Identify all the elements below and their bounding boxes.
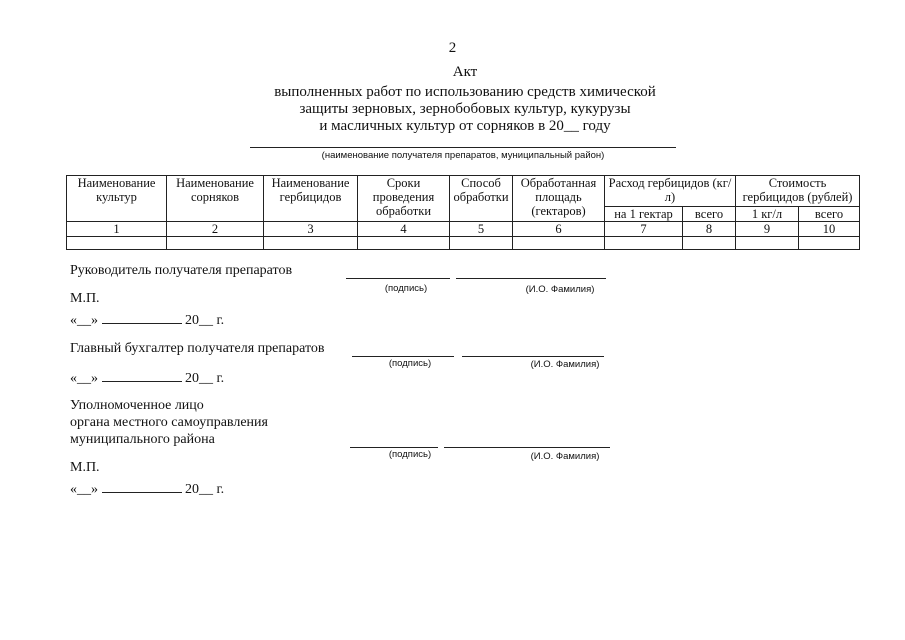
subheader-per-kg: 1 кг/л xyxy=(736,207,799,222)
official-name-line xyxy=(444,447,610,448)
column-number: 5 xyxy=(450,222,513,237)
document-subtitle-line-1: выполненных работ по использованию средств химической xyxy=(274,84,656,100)
column-number: 2 xyxy=(167,222,264,237)
head-signature-line xyxy=(346,278,450,279)
date-day: «__» xyxy=(70,313,98,328)
header-consumption: Расход гербицидов (кг/л) xyxy=(605,176,736,207)
column-number: 9 xyxy=(736,222,799,237)
date-day: «__» xyxy=(70,482,98,497)
date-line xyxy=(70,311,224,329)
column-number: 6 xyxy=(513,222,605,237)
accountant-signature-label: Главный бухгалтер получателя препаратов xyxy=(70,341,325,356)
date-month-line xyxy=(102,369,182,382)
recipient-caption: (наименование получателя препаратов, муниципальный район) xyxy=(321,150,605,161)
column-number: 7 xyxy=(605,222,683,237)
accountant-name-caption: (И.О. Фамилия) xyxy=(530,359,600,370)
column-numbers-row xyxy=(67,222,860,237)
table-cell xyxy=(358,237,450,250)
accountant-name-line xyxy=(462,356,604,357)
header-weeds: Наименование сорняков xyxy=(167,176,264,222)
date-year: 20__ г. xyxy=(185,371,225,386)
stamp-mark: М.П. xyxy=(70,460,100,475)
column-number: 3 xyxy=(264,222,358,237)
column-number: 1 xyxy=(67,222,167,237)
column-number: 4 xyxy=(358,222,450,237)
empty-data-row xyxy=(67,237,860,250)
header-terms: Сроки проведения обработки xyxy=(358,176,450,222)
table-cell xyxy=(683,237,736,250)
table-cell xyxy=(67,237,167,250)
header-method: Способ обработки xyxy=(450,176,513,222)
date-month-line xyxy=(102,480,182,493)
date-line xyxy=(70,480,224,498)
date-month-line xyxy=(102,311,182,324)
header-area: Обработанная площадь (гектаров) xyxy=(513,176,605,222)
head-signature-label: Руководитель получателя препаратов xyxy=(70,263,293,278)
accountant-signature-caption: (подпись) xyxy=(388,358,432,369)
table-cell xyxy=(605,237,683,250)
official-label-line-2: органа местного самоуправления xyxy=(70,415,268,430)
header-herbicides: Наименование гербицидов xyxy=(264,176,358,222)
page-number: 2 xyxy=(448,40,457,56)
header-cost: Стоимость гербицидов (рублей) xyxy=(736,176,860,207)
official-label-line-1: Уполномоченное лицо xyxy=(70,398,204,413)
date-day: «__» xyxy=(70,371,98,386)
table-cell xyxy=(264,237,358,250)
document-subtitle-line-2: защиты зерновых, зернобобовых культур, кукурузы xyxy=(299,101,631,117)
subheader-total-cost: всего xyxy=(799,207,860,222)
recipient-fill-line xyxy=(250,147,676,148)
document-title: Акт xyxy=(452,64,478,80)
head-name-line xyxy=(456,278,606,279)
table-cell xyxy=(513,237,605,250)
date-line xyxy=(70,369,224,387)
column-number: 8 xyxy=(683,222,736,237)
official-label-line-3: муниципального района xyxy=(70,432,215,447)
official-signature-line xyxy=(350,447,438,448)
subheader-total-consumption: всего xyxy=(683,207,736,222)
head-signature-caption: (подпись) xyxy=(384,283,428,294)
date-year: 20__ г. xyxy=(185,313,225,328)
table-cell xyxy=(799,237,860,250)
herbicide-usage-table xyxy=(66,175,860,250)
column-number: 10 xyxy=(799,222,860,237)
document-subtitle-line-3: и масличных культур от сорняков в 20__ году xyxy=(319,118,611,134)
date-year: 20__ г. xyxy=(185,482,225,497)
header-crop: Наименование культур xyxy=(67,176,167,222)
official-signature-caption: (подпись) xyxy=(388,449,432,460)
stamp-mark: М.П. xyxy=(70,291,100,306)
table-cell xyxy=(450,237,513,250)
head-name-caption: (И.О. Фамилия) xyxy=(525,284,595,295)
subheader-per-hectare: на 1 гектар xyxy=(605,207,683,222)
table-cell xyxy=(736,237,799,250)
accountant-signature-line xyxy=(352,356,454,357)
table-cell xyxy=(167,237,264,250)
official-name-caption: (И.О. Фамилия) xyxy=(530,451,600,462)
